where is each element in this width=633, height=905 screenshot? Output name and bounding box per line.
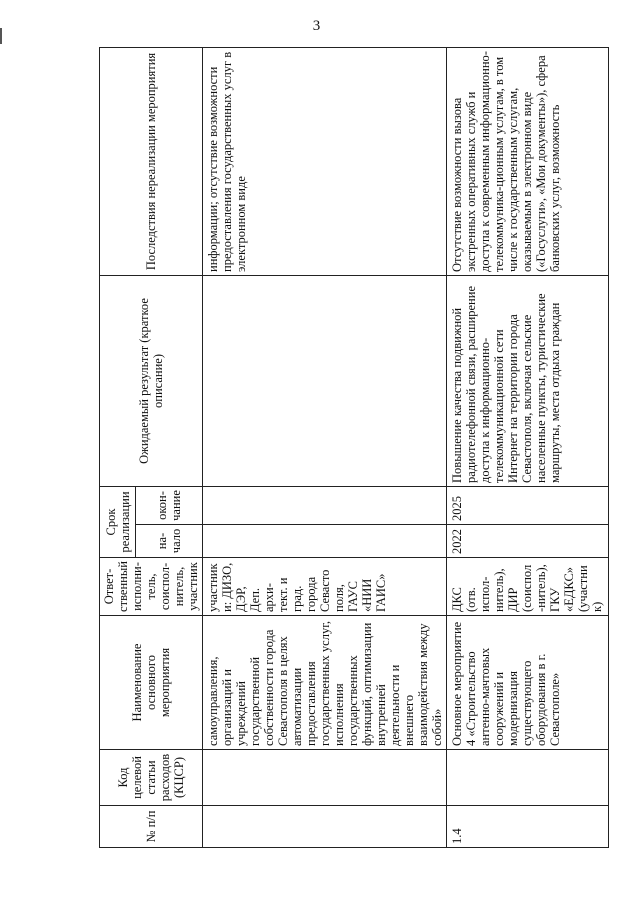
- header-responsible: Ответ-ственный исполни-тель, соиспол-нитель, участник: [100, 558, 203, 616]
- row-2-start: 2022: [447, 525, 609, 558]
- row-1-result: [203, 275, 447, 486]
- header-start: на-чало: [136, 525, 203, 558]
- row-2-name: Основное мероприятие 4 «Строительство антенно-мачтовых сооружений и модернизация существующего оборудования в г. Севастополе»: [447, 616, 609, 750]
- scan-edge-mark: [0, 28, 2, 44]
- row-1-consequences: информации; отсутствие возможности предоставления государственных услуг в электронном виде: [203, 47, 447, 275]
- rotated-table-container: [99, 48, 609, 848]
- header-srok: Срок реализации: [100, 486, 136, 557]
- row-2-responsible: ДКС (отв. испол-нитель), ДИР (соиспол-нитель), ГКУ «ЕДКС» (участник): [447, 558, 609, 616]
- row-1-name: самоуправления, организаций и учреждений государственной собственности города Севастополя в целях автоматизации предоставления государственных услуг, исполнения государственных функций, оптимизации внутренней деятельности и внешнего взаимодействия между собой»: [203, 616, 447, 750]
- header-name: Наименование основного мероприятия: [100, 616, 203, 750]
- header-code: Код целевой статьи расходов (КЦСР): [100, 750, 203, 806]
- header-end: окон-чание: [136, 486, 203, 524]
- measures-table: [99, 47, 609, 848]
- row-1-end: [203, 486, 447, 524]
- row-1-code: [203, 750, 447, 806]
- header-result: Ожидаемый результат (краткое описание): [100, 275, 203, 486]
- row-2-num: 1.4: [447, 806, 609, 848]
- table-header-row: [100, 47, 136, 847]
- row-2-consequences: Отсутствие возможности вызова экстренных оперативных служб и доступа к современным информационно-телекоммуника-ционным услугам, в том числе к государственным услугам, оказываемым в электронном виде («Госуслуги», «Мои документы»), сфера банковских услуг, возможность: [447, 47, 609, 275]
- header-consequences: Последствия нереализации мероприятия: [100, 47, 203, 275]
- row-1-num: [203, 806, 447, 848]
- header-num: № п/п: [100, 806, 203, 848]
- table-row: [447, 47, 609, 847]
- page-number: 3: [312, 18, 321, 34]
- row-2-code: [447, 750, 609, 806]
- row-2-result: Повышение качества подвижной радиотелефонной связи, расширение доступа к информационно-телекоммуникационной сети Интернет на территории города Севастополя, включая сельские населенные пункты, туристические маршруты, места отдыха граждан: [447, 275, 609, 486]
- row-2-end: 2025: [447, 486, 609, 524]
- table-row: [203, 47, 447, 847]
- row-1-responsible: участники: ДИЗО, ДЭР, Деп. архи-тект. и град. города Севасто поля, ГАУС «НИИ ГАИС»: [203, 558, 447, 616]
- row-1-start: [203, 525, 447, 558]
